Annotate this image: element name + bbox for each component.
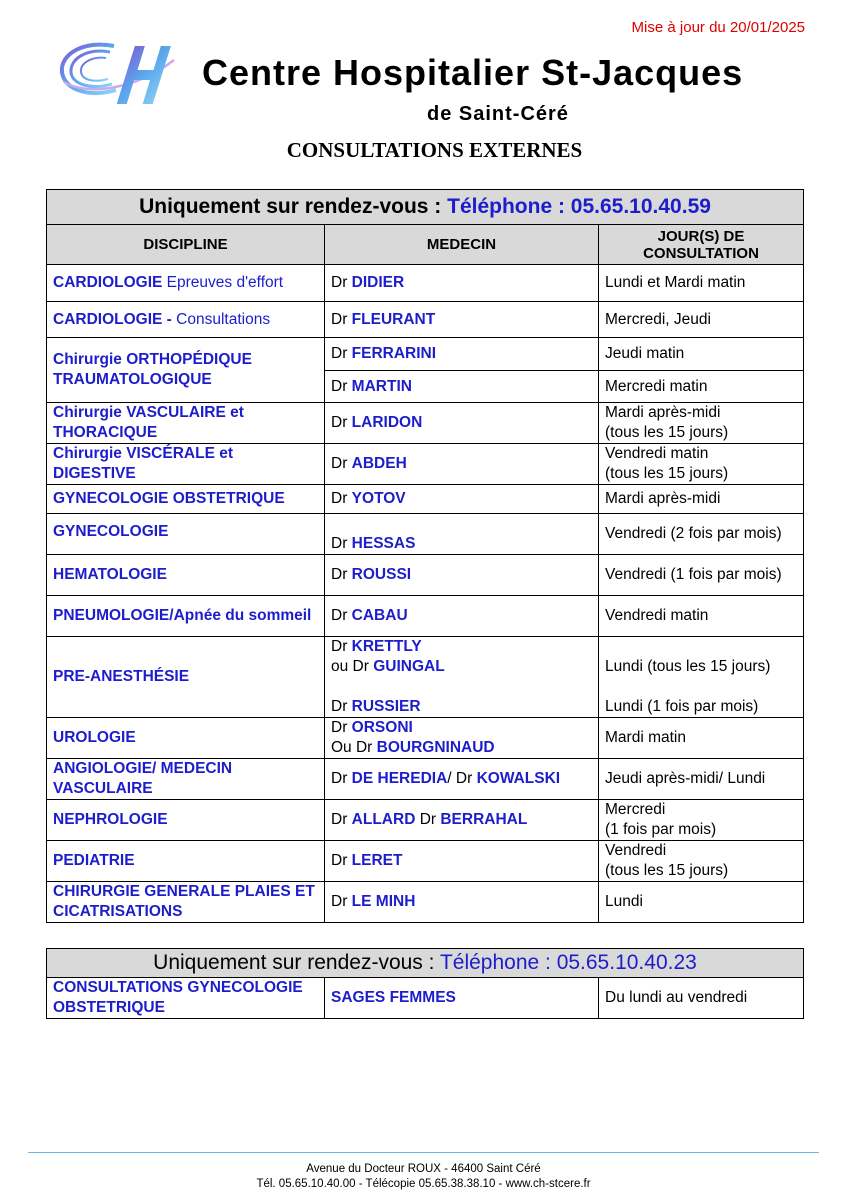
table-header bbox=[47, 225, 804, 265]
page-footer bbox=[28, 1152, 819, 1192]
appointment-band bbox=[47, 190, 804, 225]
days-cell: Mercredi matin bbox=[599, 371, 804, 403]
discipline-cell: Chirurgie VASCULAIRE et THORACIQUE bbox=[47, 403, 325, 444]
doctor-cell: Dr DIDIER bbox=[325, 265, 599, 302]
table-row bbox=[47, 882, 804, 923]
discipline-cell: PRE-ANESTHÉSIE bbox=[47, 637, 325, 718]
table-row bbox=[47, 265, 804, 302]
doctor-cell: Dr YOTOV bbox=[325, 485, 599, 514]
days-cell: Vendredi (2 fois par mois) bbox=[599, 514, 804, 555]
table-row bbox=[47, 841, 804, 882]
phone-number: Téléphone : 05.65.10.40.23 bbox=[439, 951, 697, 974]
page-heading: CONSULTATIONS EXTERNES bbox=[286, 138, 583, 162]
footer-address: Avenue du Docteur ROUX - 46400 Saint Céré bbox=[306, 1163, 541, 1175]
days-cell: Vendredi matin (tous les 15 jours) bbox=[599, 444, 804, 485]
table-row bbox=[47, 800, 804, 841]
days-cell: Mardi après-midi bbox=[599, 485, 804, 514]
doctor-cell: Dr LERET bbox=[325, 841, 599, 882]
discipline-cell: HEMATOLOGIE bbox=[47, 555, 325, 596]
days-cell: Jeudi après-midi/ Lundi bbox=[599, 759, 804, 800]
phone-number: Téléphone : 05.65.10.40.59 bbox=[447, 195, 711, 218]
table-row bbox=[47, 637, 804, 718]
table-row bbox=[47, 718, 804, 759]
table-row bbox=[47, 338, 804, 371]
doctor-cell: Dr ALLARD Dr BERRAHAL bbox=[325, 800, 599, 841]
days-cell: Mardi après-midi (tous les 15 jours) bbox=[599, 403, 804, 444]
discipline-cell: NEPHROLOGIE bbox=[47, 800, 325, 841]
discipline-cell: PNEUMOLOGIE/Apnée du sommeil bbox=[47, 596, 325, 637]
appointment-text: Uniquement sur rendez-vous : bbox=[139, 195, 448, 218]
column-header: MEDECIN bbox=[325, 225, 599, 265]
table-row bbox=[47, 514, 804, 555]
doctor-cell: Dr ORSONI Ou Dr BOURGNINAUD bbox=[325, 718, 599, 759]
days-cell: Vendredi (1 fois par mois) bbox=[599, 555, 804, 596]
table-row bbox=[47, 555, 804, 596]
consultations-table bbox=[46, 189, 804, 923]
doctor-cell: Dr FERRARINI bbox=[325, 338, 599, 371]
table-row bbox=[47, 403, 804, 444]
doctor-cell: Dr MARTIN bbox=[325, 371, 599, 403]
appointment-text: Uniquement sur rendez-vous : bbox=[153, 951, 440, 974]
discipline-cell: ANGIOLOGIE/ MEDECIN VASCULAIRE bbox=[47, 759, 325, 800]
days-cell: Vendredi (tous les 15 jours) bbox=[599, 841, 804, 882]
table-row bbox=[47, 596, 804, 637]
update-date: Mise à jour du 20/01/2025 bbox=[631, 19, 805, 36]
discipline-cell: UROLOGIE bbox=[47, 718, 325, 759]
days-cell: Lundi (tous les 15 jours) Lundi (1 fois par mois) bbox=[599, 637, 804, 718]
discipline-cell: PEDIATRIE bbox=[47, 841, 325, 882]
discipline-cell: CARDIOLOGIE Epreuves d'effort bbox=[47, 265, 325, 302]
discipline-cell: GYNECOLOGIE OBSTETRIQUE bbox=[47, 485, 325, 514]
midwife-table bbox=[46, 948, 804, 1019]
table-row bbox=[47, 759, 804, 800]
days-cell: Mercredi, Jeudi bbox=[599, 302, 804, 338]
discipline-cell: Chirurgie VISCÉRALE et DIGESTIVE bbox=[47, 444, 325, 485]
appointment-band bbox=[47, 949, 804, 978]
doctor-cell: Dr ROUSSI bbox=[325, 555, 599, 596]
hospital-name: Centre Hospitalier St-Jacques bbox=[202, 52, 744, 93]
table-row bbox=[47, 485, 804, 514]
doctor-cell: Dr FLEURANT bbox=[325, 302, 599, 338]
days-cell: Du lundi au vendredi bbox=[599, 978, 804, 1019]
table-row bbox=[47, 302, 804, 338]
discipline-cell: GYNECOLOGIE bbox=[47, 514, 325, 555]
days-cell: Vendredi matin bbox=[599, 596, 804, 637]
hospital-logo bbox=[56, 38, 180, 110]
table-row bbox=[47, 444, 804, 485]
discipline-cell: CARDIOLOGIE - Consultations bbox=[47, 302, 325, 338]
footer-contact: Tél. 05.65.10.40.00 - Télécopie 05.65.38.38.10 - www.ch-stcere.fr bbox=[256, 1178, 591, 1190]
column-header: JOUR(S) DE CONSULTATION bbox=[599, 225, 804, 265]
days-cell: Mardi matin bbox=[599, 718, 804, 759]
discipline-cell: CONSULTATIONS GYNECOLOGIE OBSTETRIQUE bbox=[47, 978, 325, 1019]
discipline-cell: CHIRURGIE GENERALE PLAIES ET CICATRISATIONS bbox=[47, 882, 325, 923]
discipline-cell: Chirurgie ORTHOPÉDIQUE TRAUMATOLOGIQUE bbox=[47, 338, 325, 403]
table-row bbox=[47, 978, 804, 1019]
doctor-cell: Dr ABDEH bbox=[325, 444, 599, 485]
doctor-cell: Dr DE HEREDIA/ Dr KOWALSKI bbox=[325, 759, 599, 800]
days-cell: Lundi et Mardi matin bbox=[599, 265, 804, 302]
days-cell: Jeudi matin bbox=[599, 338, 804, 371]
days-cell: Mercredi (1 fois par mois) bbox=[599, 800, 804, 841]
doctor-cell: Dr KRETTLY ou Dr GUINGAL Dr RUSSIER bbox=[325, 637, 599, 718]
doctor-cell: Dr LARIDON bbox=[325, 403, 599, 444]
doctor-cell: SAGES FEMMES bbox=[325, 978, 599, 1019]
days-cell: Lundi bbox=[599, 882, 804, 923]
doctor-cell: Dr HESSAS bbox=[325, 514, 599, 555]
doctor-cell: Dr CABAU bbox=[325, 596, 599, 637]
doctor-cell: Dr LE MINH bbox=[325, 882, 599, 923]
column-header: DISCIPLINE bbox=[47, 225, 325, 265]
hospital-location: de Saint-Céré bbox=[427, 103, 569, 125]
